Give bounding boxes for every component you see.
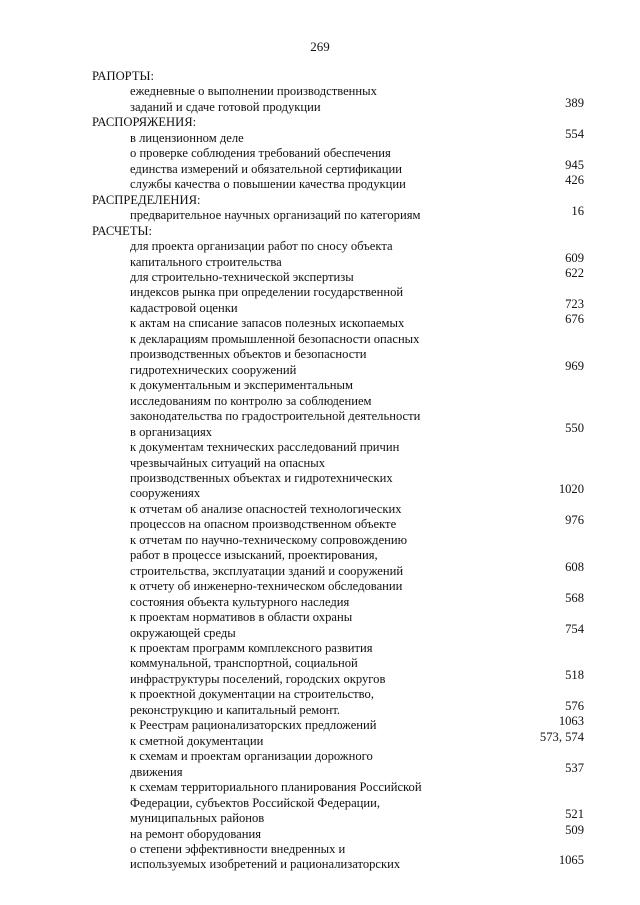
index-entry — [0, 729, 640, 749]
entry-text: к отчетам об анализе опасностей технологических — [130, 501, 402, 516]
section-heading — [0, 224, 640, 239]
index-entry — [0, 84, 640, 99]
entry-text: службы качества о повышении качества продукции — [130, 177, 406, 192]
index-entry — [0, 548, 640, 563]
index-entry — [0, 853, 640, 872]
entry-text: производственных объектах и гидротехнических — [130, 470, 393, 485]
index-entry — [0, 698, 640, 718]
entry-text: к отчетам по научно-техническому сопровождению — [130, 532, 408, 547]
entry-text: строительства, эксплуатации зданий и сооружений — [130, 563, 404, 578]
index-entry — [0, 173, 640, 192]
page-reference: 622 — [565, 265, 584, 280]
page-reference: 573, 574 — [539, 729, 584, 744]
entry-text: о степени эффективности внедренных и — [130, 842, 346, 856]
page-reference: 969 — [565, 358, 584, 373]
section-heading — [0, 69, 640, 84]
index-entry — [0, 265, 640, 285]
index-entry — [0, 296, 640, 316]
page-reference: 976 — [565, 513, 584, 528]
page-reference: 1063 — [558, 714, 584, 729]
entry-text: в организациях — [130, 424, 213, 439]
entry-text: работ в процессе изысканий, проектирования, — [130, 548, 378, 563]
page-reference: 568 — [565, 590, 584, 605]
index-entry — [0, 667, 640, 687]
index-entry — [0, 749, 640, 764]
entry-text: в лицензионном деле — [130, 130, 244, 145]
index-entry — [0, 579, 640, 594]
entry-text: исследованиям по контролю за соблюдением — [130, 393, 372, 408]
index-entry — [0, 126, 640, 146]
index-entry — [0, 409, 640, 424]
entry-text: к отчету об инженерно-техническом обследовании — [130, 579, 403, 594]
section-heading-text: РАПОРТЫ: — [92, 69, 155, 83]
index-entry — [0, 641, 640, 656]
entry-text: Федерации, субъектов Российской Федерации, — [130, 795, 381, 810]
section-heading-text: РАСПОРЯЖЕНИЯ: — [92, 115, 197, 130]
entry-text: коммунальной, транспортной, социальной — [130, 656, 358, 671]
page-reference: 518 — [565, 667, 584, 682]
entry-text: движения — [130, 764, 183, 779]
index-entry — [0, 332, 640, 347]
index-entry — [0, 347, 640, 362]
index-entry — [0, 378, 640, 393]
index-entry — [0, 533, 640, 548]
index-entry — [0, 312, 640, 331]
entry-text: к сметной документации — [130, 733, 264, 748]
page-reference: 576 — [565, 698, 584, 713]
page-number: 269 — [310, 39, 330, 54]
index-entry — [0, 780, 640, 795]
index-entry — [0, 687, 640, 702]
entry-text: сооружениях — [130, 486, 201, 501]
page-reference: 509 — [565, 822, 584, 837]
section-heading — [0, 193, 640, 208]
index-entry — [0, 146, 640, 161]
entry-text: к проектам нормативов в области охраны — [130, 610, 353, 625]
entry-text: к документам технических расследований причин — [130, 440, 400, 455]
index-entry — [0, 502, 640, 517]
page-reference: 609 — [565, 250, 584, 265]
page-reference: 16 — [571, 204, 584, 219]
index-entry — [0, 157, 640, 177]
entry-text: к актам на списание запасов полезных ископаемых — [130, 316, 405, 331]
entry-text: окружающей среды — [130, 625, 236, 640]
entry-text: для проекта организации работ по сносу объекта — [130, 239, 393, 254]
index-entry — [0, 394, 640, 409]
entry-text: о проверке соблюдения требований обеспечения — [130, 146, 391, 161]
section-heading — [0, 115, 640, 130]
index-entry — [0, 95, 640, 115]
page-reference: 521 — [565, 807, 584, 822]
index-entry — [0, 590, 640, 610]
index-entry — [0, 204, 640, 223]
entry-text: для строительно-технической экспертизы — [130, 269, 354, 284]
index-entry — [0, 420, 640, 440]
index-entry — [0, 358, 640, 378]
entry-text: законодательства по градостроительной деятельности — [130, 409, 421, 424]
index-entry — [0, 250, 640, 270]
entry-text: ежедневные о выполнении производственных — [130, 84, 377, 99]
index-entry — [0, 796, 640, 811]
index-entry — [0, 456, 640, 471]
entry-text: к декларациям промышленной безопасности опасных — [130, 331, 420, 346]
index-entry — [0, 482, 640, 501]
page-reference: 723 — [565, 296, 584, 311]
page-reference: 1065 — [558, 853, 584, 868]
entry-text: кадастровой оценки — [130, 300, 238, 315]
index-entry — [0, 621, 640, 641]
index-entry — [0, 440, 640, 455]
page-reference: 608 — [565, 559, 584, 574]
page-reference: 554 — [565, 126, 584, 141]
entry-text: производственных объектов и безопасности — [130, 347, 367, 362]
index-entry — [0, 842, 640, 857]
entry-text: состояния объекта культурного наследия — [130, 594, 350, 609]
entry-text: капитального строительства — [130, 254, 282, 269]
entry-text: реконструкцию и капитальный ремонт. — [130, 702, 341, 717]
index-entry — [0, 610, 640, 625]
entry-text: к документальным и экспериментальным — [130, 378, 353, 393]
index-entry — [0, 285, 640, 300]
entry-text: к проектам программ комплексного развития — [130, 641, 373, 656]
index-entry — [0, 471, 640, 486]
entry-text: предварительное научных организаций по категориям — [130, 208, 421, 223]
page-reference: 537 — [565, 760, 584, 775]
entry-text: гидротехнических сооружений — [130, 362, 297, 377]
entry-text: к Реестрам рационализаторских предложений — [130, 718, 377, 733]
entry-text: инфраструктуры поселений, городских округов — [130, 671, 386, 686]
page-reference: 754 — [565, 621, 584, 636]
entry-text: к схемам территориального планирования Российской — [130, 780, 422, 795]
index-entry — [0, 513, 640, 532]
section-heading-text: РАСПРЕДЕЛЕНИЯ: — [92, 192, 201, 207]
page-reference: 550 — [565, 420, 584, 435]
entry-text: к схемам и проектам организации дорожного — [130, 749, 373, 764]
index-entry — [0, 656, 640, 671]
entry-text: муниципальных районов — [130, 811, 265, 826]
entry-text: используемых изобретений и рационализаторских — [130, 857, 401, 872]
entry-text: заданий и сдаче готовой продукции — [130, 99, 321, 114]
entry-text: процессов на опасном производственном объекте — [130, 517, 397, 532]
page-reference: 389 — [565, 95, 584, 110]
index-entry — [0, 559, 640, 579]
page-reference: 945 — [565, 157, 584, 172]
entry-text: на ремонт оборудования — [130, 826, 262, 841]
entry-text: чрезвычайных ситуаций на опасных — [130, 455, 326, 470]
index-entry — [0, 807, 640, 826]
page-reference: 676 — [565, 312, 584, 327]
page-reference: 426 — [565, 173, 584, 188]
entry-text: индексов рынка при определении государственной — [130, 285, 404, 300]
index-entry — [0, 239, 640, 254]
entry-text: единства измерений и обязательной сертификации — [130, 161, 402, 176]
entry-text: к проектной документации на строительство, — [130, 687, 374, 702]
index-entry — [0, 760, 640, 780]
page-reference: 1020 — [558, 482, 584, 497]
index-entry — [0, 822, 640, 842]
section-heading-text: РАСЧЕТЫ: — [92, 223, 152, 238]
